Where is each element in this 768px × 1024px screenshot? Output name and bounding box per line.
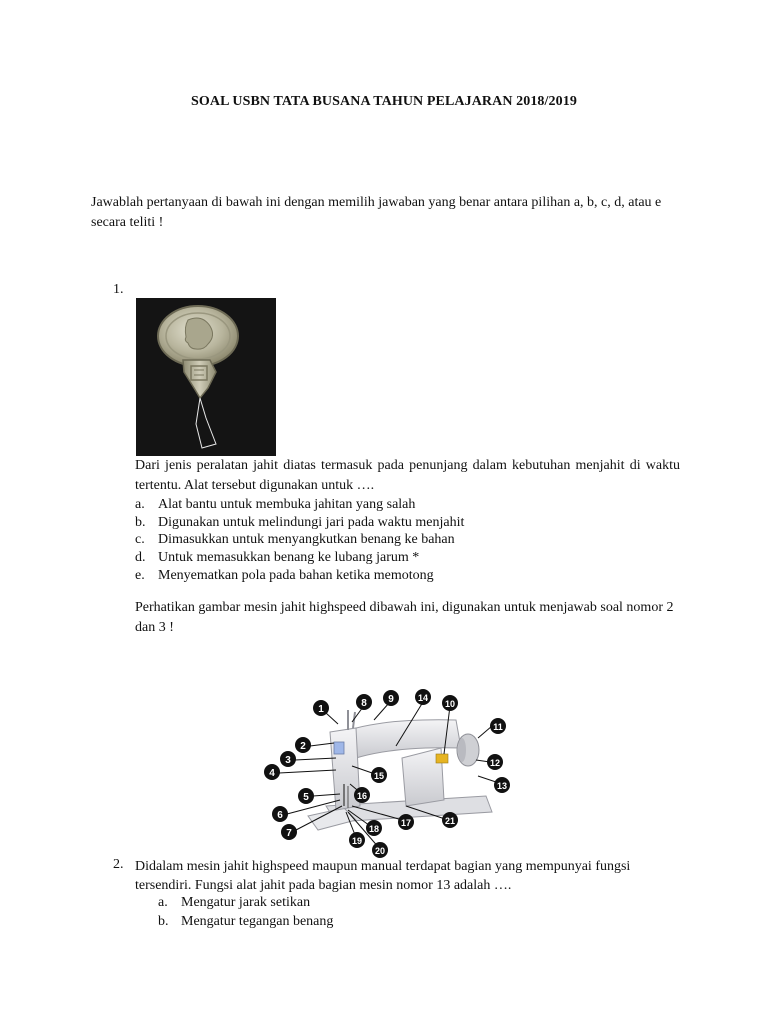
option-letter: b.: [135, 515, 146, 530]
callout-10: [442, 695, 458, 711]
option-letter: d.: [135, 550, 146, 565]
callout-1: [313, 700, 329, 716]
callout-2-label: 2: [300, 741, 306, 752]
callout-4-label: 4: [269, 768, 275, 779]
option-letter: a.: [135, 497, 145, 512]
callout-8-label: 8: [361, 698, 367, 709]
callout-15-label: 15: [373, 771, 385, 781]
callout-6: [272, 806, 288, 822]
callout-18-label: 18: [368, 824, 380, 834]
callout-2: [295, 737, 311, 753]
callout-18: [366, 820, 382, 836]
callout-3: [280, 751, 296, 767]
callout-8: [356, 694, 372, 710]
callout-9-label: 9: [388, 694, 394, 705]
question-2-number: 2.: [113, 857, 124, 872]
option-letter: c.: [135, 532, 145, 547]
callout-21: [442, 812, 458, 828]
callout-11: [490, 718, 506, 734]
question-1-number: 1.: [113, 282, 124, 297]
callout-13-label: 13: [496, 781, 508, 791]
callout-7: [281, 824, 297, 840]
callout-5: [298, 788, 314, 804]
option-text: Mengatur jarak setikan: [181, 895, 311, 910]
document-title: SOAL USBN TATA BUSANA TAHUN PELAJARAN 2018/2019: [191, 94, 577, 109]
option-text: Menyematkan pola pada bahan ketika memotong: [158, 568, 434, 583]
callout-19: [349, 832, 365, 848]
callout-12-label: 12: [489, 758, 501, 768]
callout-17: [398, 814, 414, 830]
option-text: Digunakan untuk melindungi jari pada waktu menjahit: [158, 515, 465, 530]
callout-12: [487, 754, 503, 770]
option-letter: a.: [158, 895, 168, 910]
instructions: Jawablah pertanyaan di bawah ini dengan memilih jawaban yang benar antara pilihan a, b, c, d, atau e secara teliti !: [91, 195, 662, 230]
callout-21-label: 21: [444, 816, 456, 826]
option-text: Mengatur tegangan benang: [181, 914, 334, 929]
callout-16: [354, 787, 370, 803]
callout-16-label: 16: [356, 791, 368, 801]
callout-19-label: 19: [351, 836, 363, 846]
option-text: Alat bantu untuk membuka jahitan yang salah: [158, 497, 416, 512]
callout-11-label: 11: [493, 722, 503, 732]
callout-17-label: 17: [400, 818, 412, 828]
callout-3-label: 3: [285, 755, 291, 766]
callout-5-label: 5: [303, 792, 309, 803]
figure-instruction: Perhatikan gambar mesin jahit highspeed dibawah ini, digunakan untuk menjawab soal nomor 2 dan 3 !: [135, 600, 674, 635]
callout-14: [415, 689, 431, 705]
needle-threader-illustration: [136, 298, 276, 456]
callout-10-label: 10: [444, 699, 456, 709]
needle-threader-image: [136, 298, 276, 456]
sewing-machine-diagram: [256, 688, 526, 858]
callout-20-label: 20: [374, 846, 386, 856]
callout-4: [264, 764, 280, 780]
callout-20: [372, 842, 388, 858]
question-2-stem: Didalam mesin jahit highspeed maupun manual terdapat bagian yang mempunyai fungsi tersendiri. Fungsi alat jahit pada bagian mesin nomor 13 adalah ….: [135, 859, 631, 893]
callout-1-label: 1: [318, 704, 324, 715]
question-1-stem: Dari jenis peralatan jahit diatas termasuk pada penunjang dalam kebutuhan menjahit di waktu tertentu. Alat tersebut digunakan untuk ….: [135, 458, 680, 493]
sewing-machine-illustration: [256, 688, 526, 858]
option-text: Dimasukkan untuk menyangkutkan benang ke bahan: [158, 532, 455, 547]
option-text: Untuk memasukkan benang ke lubang jarum *: [158, 550, 420, 565]
callout-6-label: 6: [277, 810, 283, 821]
option-letter: e.: [135, 568, 145, 583]
callout-14-label: 14: [417, 693, 429, 703]
callout-7-label: 7: [286, 828, 292, 839]
option-letter: b.: [158, 914, 169, 929]
callout-9: [383, 690, 399, 706]
callout-15: [371, 767, 387, 783]
callout-13: [494, 777, 510, 793]
